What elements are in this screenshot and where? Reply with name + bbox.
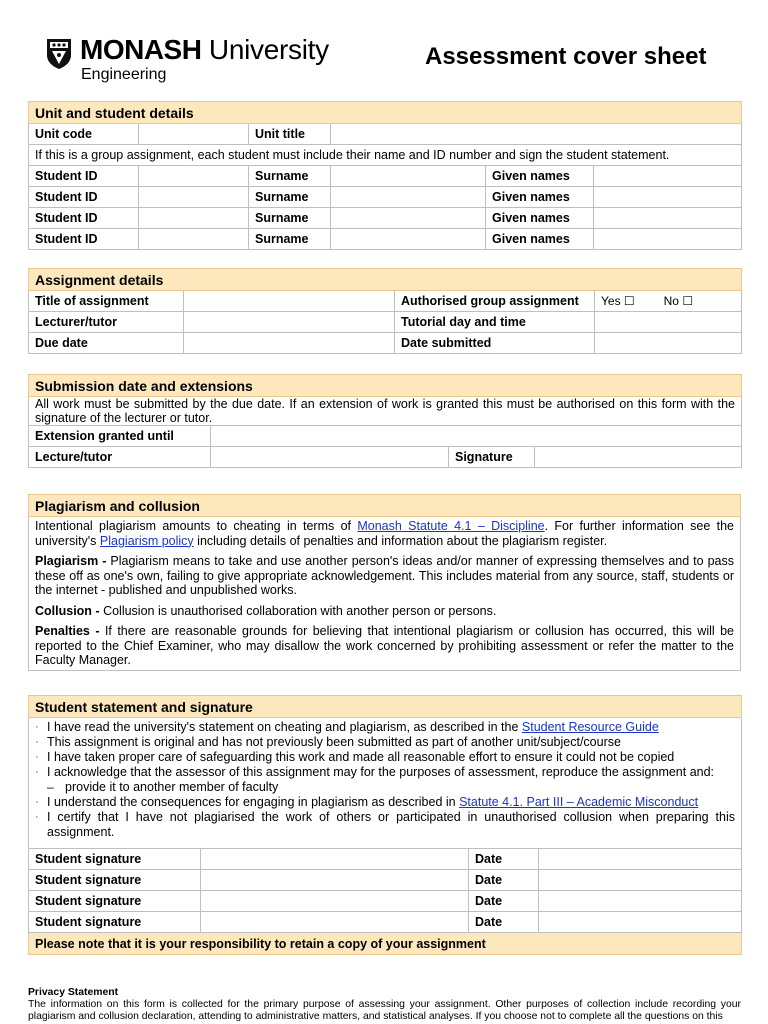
due-date-field[interactable] — [184, 333, 395, 354]
date-submitted-field[interactable] — [595, 333, 742, 354]
student-signature-label: Student signature — [29, 891, 201, 912]
surname-field[interactable] — [331, 166, 486, 187]
surname-label: Surname — [249, 208, 331, 229]
date-field[interactable] — [539, 912, 742, 933]
section-heading: Assignment details — [29, 269, 742, 291]
student-id-field[interactable] — [139, 229, 249, 250]
tutorial-day-label: Tutorial day and time — [395, 312, 595, 333]
surname-label: Surname — [249, 166, 331, 187]
penalties-definition: Penalties - If there are reasonable grounds for believing that intentional plagiarism or collusion has occurred, this will be reported to the Chief Examiner, who may disallow the work concerned by prohibiting assessment or refer the matter to the Faculty Manager. — [35, 624, 734, 667]
student-id-field[interactable] — [139, 166, 249, 187]
retain-copy-note: Please note that it is your responsibility to retain a copy of your assignment — [29, 933, 742, 955]
monash-crest-icon — [46, 38, 72, 70]
statement-item: · I understand the consequences for engaging in plagiarism as described in Statute 4.1. Part III – Academic Misconduct — [35, 795, 735, 810]
assignment-table — [28, 268, 742, 354]
lecturer-tutor-label: Lecturer/tutor — [29, 312, 184, 333]
section-heading: Student statement and signature — [29, 696, 742, 718]
monash-logo — [80, 33, 329, 67]
statement-item: · This assignment is original and has not previously been submitted as part of another unit/subject/course — [35, 735, 735, 750]
page-header — [0, 0, 768, 96]
student-resource-guide-link[interactable]: Student Resource Guide — [521, 720, 659, 734]
plagiarism-table — [28, 494, 741, 671]
surname-label: Surname — [249, 229, 331, 250]
submission-text: All work must be submitted by the due date. If an extension of work is granted this must be authorised on this form with the signature of the lecturer or tutor. — [29, 397, 742, 426]
privacy-statement — [28, 987, 741, 1023]
statement-item: · I certify that I have not plagiarised the work of others or participated in unauthorised collusion when preparing this assignment. — [35, 810, 735, 840]
student-id-label: Student ID — [29, 229, 139, 250]
statement-subitem: – provide it to another member of faculty — [35, 780, 735, 795]
given-names-label: Given names — [486, 208, 594, 229]
student-id-label: Student ID — [29, 187, 139, 208]
given-names-label: Given names — [486, 229, 594, 250]
surname-field[interactable] — [331, 187, 486, 208]
unit-student-table — [28, 101, 742, 250]
student-signature-label: Student signature — [29, 912, 201, 933]
academic-misconduct-link[interactable]: Statute 4.1. Part III – Academic Misconduct — [459, 795, 699, 809]
student-signature-field[interactable] — [201, 849, 469, 870]
signature-field[interactable] — [535, 447, 742, 468]
statement-item: · I have read the university's statement on cheating and plagiarism, as described in the Student Resource Guide — [35, 720, 735, 735]
student-signature-field[interactable] — [201, 912, 469, 933]
signature-label: Signature — [449, 447, 535, 468]
date-field[interactable] — [539, 870, 742, 891]
due-date-label: Due date — [29, 333, 184, 354]
given-names-label: Given names — [486, 187, 594, 208]
extension-label: Extension granted until — [29, 426, 211, 447]
page-title: Assessment cover sheet — [425, 43, 707, 70]
given-names-field[interactable] — [594, 187, 742, 208]
logo-faculty: Engineering — [81, 66, 167, 83]
lecturer-tutor-field[interactable] — [184, 312, 395, 333]
tutorial-day-field[interactable] — [595, 312, 742, 333]
surname-field[interactable] — [331, 208, 486, 229]
collusion-definition: Collusion - Collusion is unauthorised collaboration with another person or persons. — [35, 603, 497, 618]
plagiarism-intro: Intentional plagiarism amounts to cheating in terms of Monash Statute 4.1 – Discipline. For further information see the university's Plagiarism policy including details of penalties and information about the plagiarism register. — [35, 519, 734, 548]
section-heading: Submission date and extensions — [29, 375, 742, 397]
plagiarism-policy-link[interactable]: Plagiarism policy — [99, 533, 194, 548]
lecture-tutor-field[interactable] — [211, 447, 449, 468]
statute-4-1-link[interactable]: Monash Statute 4.1 – Discipline — [357, 519, 545, 533]
student-id-field[interactable] — [139, 208, 249, 229]
given-names-field[interactable] — [594, 166, 742, 187]
surname-field[interactable] — [331, 229, 486, 250]
date-label: Date — [469, 891, 539, 912]
student-signature-label: Student signature — [29, 870, 201, 891]
date-field[interactable] — [539, 891, 742, 912]
statement-item: · I have taken proper care of safeguarding this work and made all reasonable effort to ensure it could not be copied — [35, 750, 735, 765]
date-label: Date — [469, 849, 539, 870]
unit-code-field[interactable] — [139, 124, 249, 145]
no-checkbox[interactable]: No ☐ — [663, 294, 694, 308]
yes-checkbox[interactable]: Yes ☐ — [601, 294, 635, 308]
title-of-assignment-field[interactable] — [184, 291, 395, 312]
date-submitted-label: Date submitted — [395, 333, 595, 354]
statement-table — [28, 695, 742, 955]
logo-main: MONASH — [80, 34, 202, 65]
plagiarism-body — [29, 517, 741, 671]
student-id-label: Student ID — [29, 166, 139, 187]
date-label: Date — [469, 870, 539, 891]
unit-title-label: Unit title — [249, 124, 331, 145]
student-id-field[interactable] — [139, 187, 249, 208]
date-field[interactable] — [539, 849, 742, 870]
lecture-tutor-label: Lecture/tutor — [29, 447, 211, 468]
statement-item: · I acknowledge that the assessor of this assignment may for the purposes of assessment, reproduce the assignment and: — [35, 765, 735, 780]
section-heading: Plagiarism and collusion — [29, 495, 741, 517]
authorised-group-choice — [595, 291, 742, 312]
authorised-group-label: Authorised group assignment — [395, 291, 595, 312]
submission-table — [28, 374, 742, 468]
given-names-label: Given names — [486, 166, 594, 187]
logo-university: University — [201, 34, 329, 65]
privacy-title: Privacy Statement — [28, 987, 119, 998]
group-note: If this is a group assignment, each student must include their name and ID number and sign the student statement. — [29, 145, 742, 166]
student-signature-label: Student signature — [29, 849, 201, 870]
unit-code-label: Unit code — [29, 124, 139, 145]
student-signature-field[interactable] — [201, 891, 469, 912]
given-names-field[interactable] — [594, 208, 742, 229]
student-signature-field[interactable] — [201, 870, 469, 891]
plagiarism-definition: Plagiarism - Plagiarism means to take and use another person's ideas and/or manner of expressing themselves and to pass these off as one's own, failing to give appropriate acknowledgement. This includes material from any source, staff, students or the internet - published and unpublished works. — [35, 554, 734, 597]
section-heading: Unit and student details — [29, 102, 742, 124]
title-of-assignment-label: Title of assignment — [29, 291, 184, 312]
unit-title-field[interactable] — [331, 124, 742, 145]
surname-label: Surname — [249, 187, 331, 208]
privacy-text: The information on this form is collected for the primary purpose of assessing your assignment. Other purposes of collection include recording your plagiarism and collusion declaration, attending to administrative matters, and statistical analyses. If you choose not to complete all the questions on this — [28, 999, 741, 1022]
extension-field[interactable] — [211, 426, 742, 447]
date-label: Date — [469, 912, 539, 933]
statement-list — [35, 720, 735, 840]
statement-body — [29, 718, 742, 849]
student-id-label: Student ID — [29, 208, 139, 229]
given-names-field[interactable] — [594, 229, 742, 250]
